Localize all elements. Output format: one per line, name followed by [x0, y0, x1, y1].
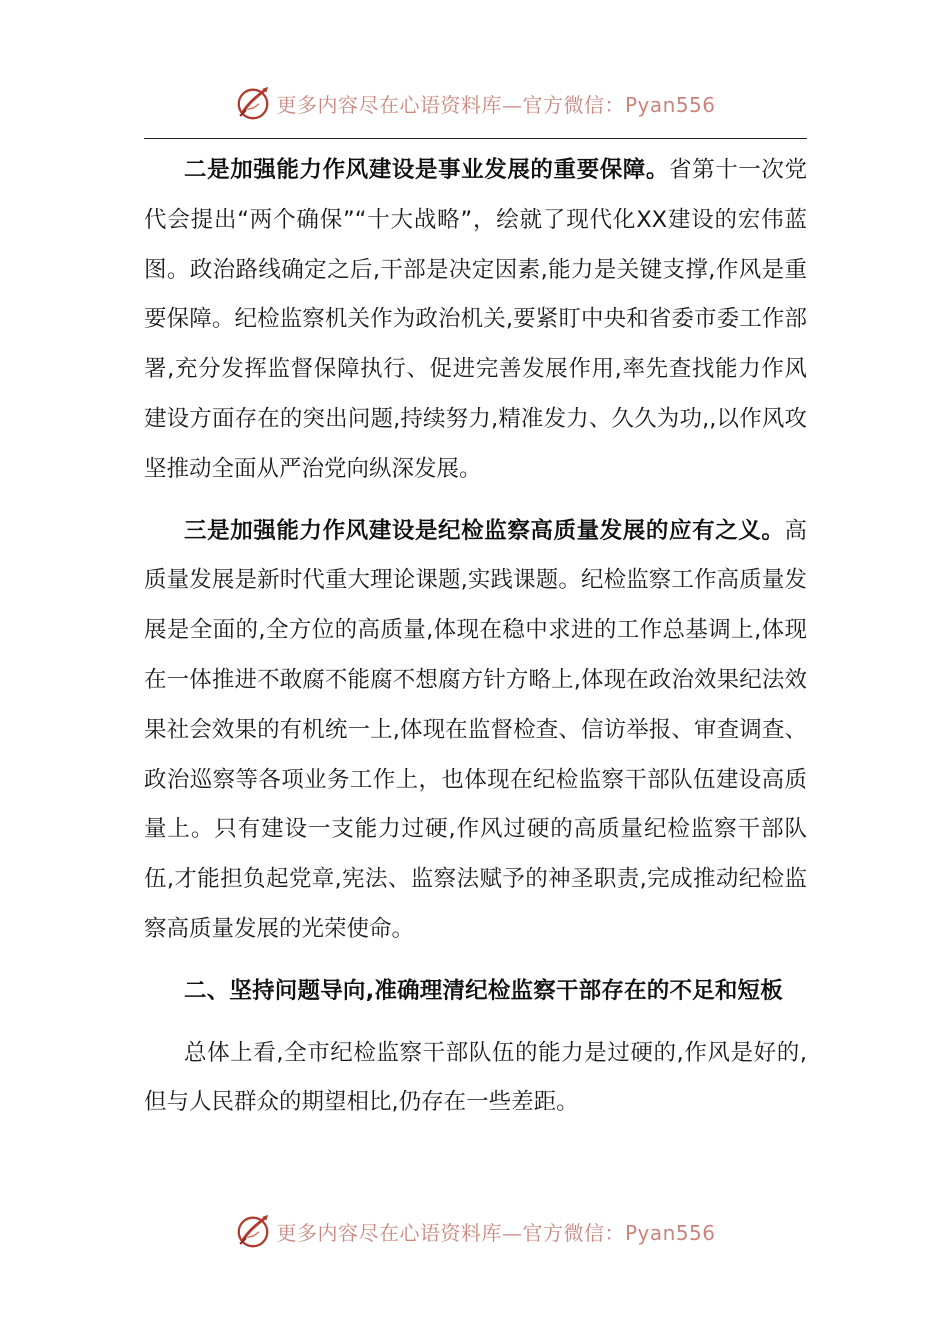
watermark-text: 更多内容尽在心语资料库—官方微信：Pyan556	[276, 1220, 716, 1245]
header-watermark	[0, 81, 950, 125]
paragraph-text: 高质量发展是新时代重大理论课题,实践课题。纪检监察工作高质量发展是全面的,全方位的高质量,体现在稳中求进的工作总基调上,体现在一体推进不敢腐不能腐不想腐方针方略上,体现在政治效果纪法效果社会效果的有机统一上,体现在监督检查、信访举报、审查调查、政治巡察等各项业务工作上，也体现在纪检监察干部队伍建设高质量上。只有建设一支能力过硬,作风过硬的高质量纪检监察干部队伍,才能担负起党章,宪法、监察法赋予的神圣职责,完成推动纪检监察高质量发展的光荣使命。	[144, 517, 807, 942]
document-body	[144, 146, 807, 1128]
wechat-id: Pyan556	[624, 1220, 716, 1245]
wechat-id: Pyan556	[624, 92, 716, 117]
footer-watermark	[0, 1209, 950, 1253]
section-heading-text: 二、坚持问题导向,准确理清纪检监察干部存在的不足和短板	[184, 977, 783, 1004]
paragraph-lead: 二是加强能力作风建设是事业发展的重要保障。	[184, 157, 669, 183]
paragraph-text: 总体上看,全市纪检监察干部队伍的能力是过硬的,作风是好的,但与人民群众的期望相比,仍存在一些差距。	[144, 1039, 807, 1116]
watermark-text: 更多内容尽在心语资料库—官方微信：Pyan556	[276, 92, 716, 117]
paragraph-text: 省第十一次党代会提出“两个确保”“十大战略”，绘就了现代化XX建设的宏伟蓝图。政治路线确定之后,干部是决定因素,能力是关键支撑,作风是重要保障。纪检监察机关作为政治机关,要紧盯中央和省委市委工作部署,充分发挥监督保障执行、促进完善发展作用,率先查找能力作风建设方面存在的突出问题,持续努力,精准发力、久久为功,,以作风攻坚推动全面从严治党向纵深发展。	[144, 157, 807, 482]
section-heading	[144, 967, 807, 1017]
pen-logo-icon	[234, 84, 272, 122]
paragraph-high-quality	[144, 507, 807, 955]
paragraph-guarantee	[144, 146, 807, 495]
paragraph-lead: 三是加强能力作风建设是纪检监察高质量发展的应有之义。	[184, 517, 785, 544]
pen-logo-icon	[234, 1212, 272, 1250]
paragraph-overview	[144, 1029, 807, 1129]
header-divider	[144, 138, 807, 139]
